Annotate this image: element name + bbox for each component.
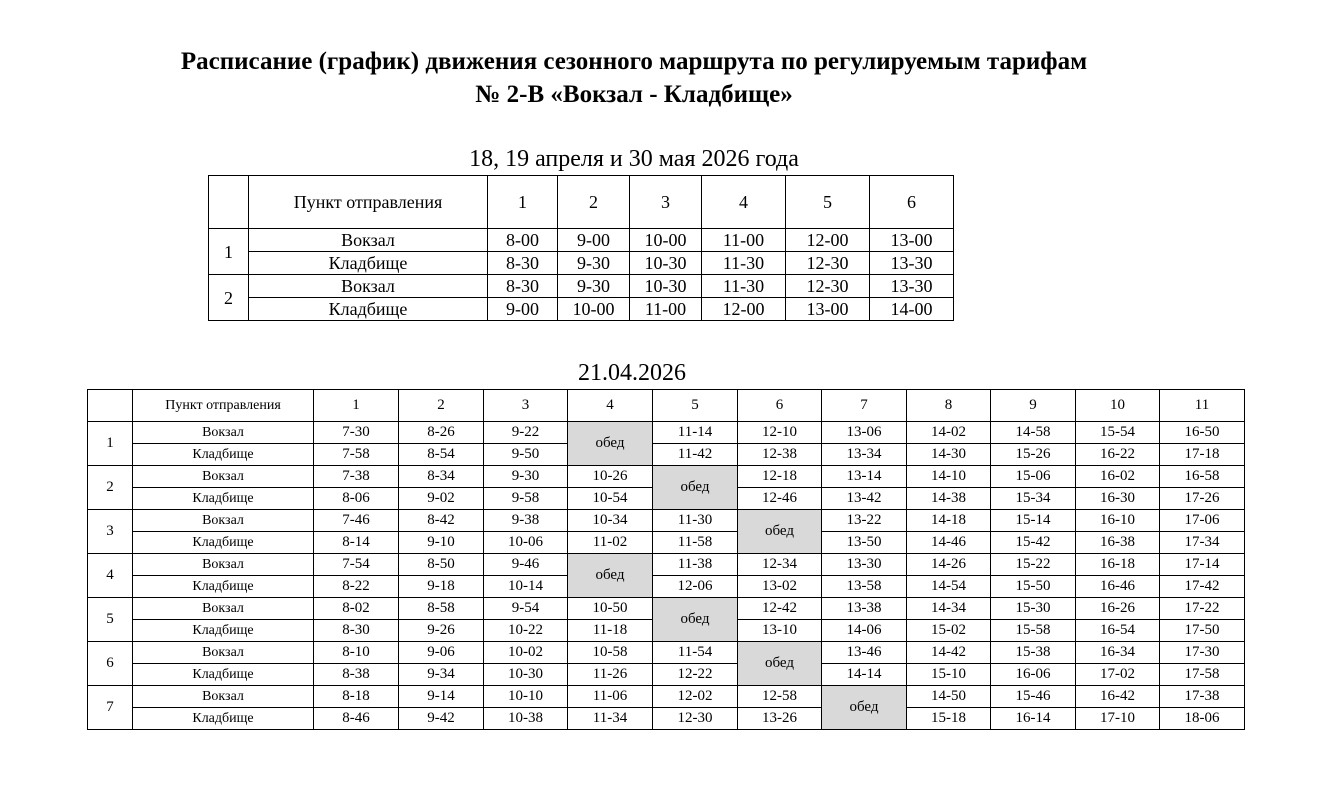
departure-time: 10-00 (630, 229, 702, 252)
departure-time: 14-10 (907, 466, 991, 488)
departure-time: 11-54 (653, 642, 738, 664)
departure-time: 15-10 (907, 664, 991, 686)
departure-time: 11-30 (653, 510, 738, 532)
bus-number: 2 (88, 466, 133, 510)
table1-heading: 18, 19 апреля и 30 мая 2026 года (469, 146, 799, 172)
table-row (209, 229, 954, 252)
departure-time: 9-42 (399, 708, 484, 730)
departure-time: 18-06 (1160, 708, 1245, 730)
departure-time: 12-30 (653, 708, 738, 730)
departure-time: 16-42 (1076, 686, 1160, 708)
table-row (88, 510, 1245, 532)
lunch-break: обед (568, 422, 653, 466)
header-row (88, 390, 1245, 422)
departure-time: 12-58 (738, 686, 822, 708)
departure-time: 7-38 (314, 466, 399, 488)
bus-number: 1 (209, 229, 249, 275)
departure-time: 14-30 (907, 444, 991, 466)
departure-point: Кладбище (133, 532, 314, 554)
departure-time: 15-46 (991, 686, 1076, 708)
departure-time: 15-54 (1076, 422, 1160, 444)
departure-time: 11-30 (702, 252, 786, 275)
departure-point: Вокзал (133, 598, 314, 620)
departure-time: 7-46 (314, 510, 399, 532)
departure-time: 8-50 (399, 554, 484, 576)
departure-time: 12-10 (738, 422, 822, 444)
departure-time: 13-30 (870, 275, 954, 298)
lunch-break: обед (653, 466, 738, 510)
departure-time: 14-34 (907, 598, 991, 620)
header-corner (88, 390, 133, 422)
table-row (88, 708, 1245, 730)
departure-time: 13-38 (822, 598, 907, 620)
departure-point: Кладбище (133, 664, 314, 686)
departure-time: 12-00 (702, 298, 786, 321)
departure-time: 15-50 (991, 576, 1076, 598)
departure-time: 9-46 (484, 554, 568, 576)
departure-time: 12-30 (786, 275, 870, 298)
departure-time: 9-22 (484, 422, 568, 444)
departure-time: 8-18 (314, 686, 399, 708)
table-row (209, 275, 954, 298)
departure-time: 14-54 (907, 576, 991, 598)
departure-time: 7-54 (314, 554, 399, 576)
departure-time: 7-58 (314, 444, 399, 466)
departure-time: 10-00 (558, 298, 630, 321)
departure-time: 9-26 (399, 620, 484, 642)
header-corner (209, 176, 249, 229)
departure-time: 8-06 (314, 488, 399, 510)
departure-time: 16-26 (1076, 598, 1160, 620)
lunch-break: обед (653, 598, 738, 642)
bus-number: 1 (88, 422, 133, 466)
departure-time: 8-42 (399, 510, 484, 532)
departure-time: 9-10 (399, 532, 484, 554)
departure-time: 16-54 (1076, 620, 1160, 642)
departure-time: 8-30 (314, 620, 399, 642)
document-title-line2: № 2-В «Вокзал - Кладбище» (475, 81, 793, 108)
departure-time: 11-38 (653, 554, 738, 576)
departure-time: 14-50 (907, 686, 991, 708)
departure-time: 13-58 (822, 576, 907, 598)
departure-time: 9-30 (558, 275, 630, 298)
departure-time: 8-54 (399, 444, 484, 466)
table-row (88, 598, 1245, 620)
departure-point: Вокзал (249, 229, 488, 252)
bus-number: 6 (88, 642, 133, 686)
departure-time: 11-58 (653, 532, 738, 554)
departure-time: 10-58 (568, 642, 653, 664)
departure-time: 16-10 (1076, 510, 1160, 532)
departure-time: 17-38 (1160, 686, 1245, 708)
departure-time: 16-02 (1076, 466, 1160, 488)
departure-point: Вокзал (133, 510, 314, 532)
departure-point: Вокзал (133, 642, 314, 664)
header-trip-number: 2 (399, 390, 484, 422)
departure-time: 13-30 (822, 554, 907, 576)
table-row (209, 298, 954, 321)
departure-time: 15-14 (991, 510, 1076, 532)
departure-time: 12-18 (738, 466, 822, 488)
departure-time: 16-22 (1076, 444, 1160, 466)
departure-point: Вокзал (133, 554, 314, 576)
lunch-break: обед (738, 642, 822, 686)
departure-time: 14-02 (907, 422, 991, 444)
table-row (88, 554, 1245, 576)
departure-time: 12-22 (653, 664, 738, 686)
header-row (209, 176, 954, 229)
header-trip-number: 11 (1160, 390, 1245, 422)
lunch-break: обед (568, 554, 653, 598)
departure-time: 9-02 (399, 488, 484, 510)
departure-time: 11-06 (568, 686, 653, 708)
departure-time: 12-42 (738, 598, 822, 620)
departure-time: 17-18 (1160, 444, 1245, 466)
departure-time: 14-00 (870, 298, 954, 321)
departure-time: 16-14 (991, 708, 1076, 730)
departure-time: 14-58 (991, 422, 1076, 444)
departure-time: 14-14 (822, 664, 907, 686)
departure-time: 17-06 (1160, 510, 1245, 532)
departure-time: 12-34 (738, 554, 822, 576)
departure-time: 8-14 (314, 532, 399, 554)
departure-time: 12-06 (653, 576, 738, 598)
header-trip-number: 6 (738, 390, 822, 422)
departure-point: Кладбище (249, 252, 488, 275)
departure-time: 9-00 (558, 229, 630, 252)
departure-time: 17-14 (1160, 554, 1245, 576)
departure-time: 10-10 (484, 686, 568, 708)
departure-time: 16-18 (1076, 554, 1160, 576)
departure-time: 10-30 (630, 252, 702, 275)
header-trip-number: 10 (1076, 390, 1160, 422)
table-row (88, 444, 1245, 466)
departure-point: Вокзал (133, 422, 314, 444)
departure-time: 13-00 (870, 229, 954, 252)
departure-time: 8-30 (488, 252, 558, 275)
departure-time: 8-10 (314, 642, 399, 664)
departure-time: 8-02 (314, 598, 399, 620)
departure-time: 15-30 (991, 598, 1076, 620)
header-trip-number: 9 (991, 390, 1076, 422)
departure-time: 17-58 (1160, 664, 1245, 686)
header-trip-number: 3 (484, 390, 568, 422)
bus-number: 4 (88, 554, 133, 598)
departure-time: 13-34 (822, 444, 907, 466)
header-trip-number: 8 (907, 390, 991, 422)
header-departure-point: Пункт отправления (133, 390, 314, 422)
departure-time: 8-22 (314, 576, 399, 598)
bus-number: 7 (88, 686, 133, 730)
header-trip-number: 4 (702, 176, 786, 229)
departure-time: 9-34 (399, 664, 484, 686)
departure-time: 8-58 (399, 598, 484, 620)
departure-time: 17-22 (1160, 598, 1245, 620)
departure-time: 17-50 (1160, 620, 1245, 642)
departure-time: 16-06 (991, 664, 1076, 686)
table-row (88, 576, 1245, 598)
departure-time: 9-50 (484, 444, 568, 466)
table-row (88, 664, 1245, 686)
departure-time: 15-38 (991, 642, 1076, 664)
departure-time: 9-06 (399, 642, 484, 664)
lunch-break: обед (822, 686, 907, 730)
departure-time: 11-00 (702, 229, 786, 252)
departure-time: 13-02 (738, 576, 822, 598)
departure-time: 13-22 (822, 510, 907, 532)
departure-point: Кладбище (133, 620, 314, 642)
bus-number: 3 (88, 510, 133, 554)
departure-time: 12-38 (738, 444, 822, 466)
table-row (88, 466, 1245, 488)
departure-time: 17-10 (1076, 708, 1160, 730)
departure-time: 10-26 (568, 466, 653, 488)
departure-time: 15-34 (991, 488, 1076, 510)
departure-point: Кладбище (133, 708, 314, 730)
departure-time: 9-54 (484, 598, 568, 620)
departure-time: 9-30 (558, 252, 630, 275)
departure-time: 11-26 (568, 664, 653, 686)
header-trip-number: 4 (568, 390, 653, 422)
departure-time: 8-00 (488, 229, 558, 252)
departure-time: 13-26 (738, 708, 822, 730)
departure-time: 10-30 (630, 275, 702, 298)
departure-time: 10-30 (484, 664, 568, 686)
departure-time: 9-30 (484, 466, 568, 488)
table2-heading: 21.04.2026 (578, 360, 686, 386)
lunch-break: обед (738, 510, 822, 554)
document-title-line1: Расписание (график) движения сезонного маршрута по регулируемым тарифам (180, 48, 1088, 75)
table-row (88, 686, 1245, 708)
departure-time: 13-14 (822, 466, 907, 488)
schedule-table-date (87, 389, 1245, 730)
header-trip-number: 5 (653, 390, 738, 422)
departure-time: 14-26 (907, 554, 991, 576)
departure-time: 13-30 (870, 252, 954, 275)
departure-time: 15-58 (991, 620, 1076, 642)
departure-time: 16-38 (1076, 532, 1160, 554)
departure-point: Вокзал (133, 686, 314, 708)
departure-time: 9-14 (399, 686, 484, 708)
departure-time: 12-46 (738, 488, 822, 510)
departure-time: 17-26 (1160, 488, 1245, 510)
departure-point: Кладбище (133, 488, 314, 510)
header-trip-number: 3 (630, 176, 702, 229)
departure-time: 14-18 (907, 510, 991, 532)
table-row (209, 252, 954, 275)
table-row (88, 422, 1245, 444)
departure-time: 9-00 (488, 298, 558, 321)
header-trip-number: 5 (786, 176, 870, 229)
departure-time: 8-34 (399, 466, 484, 488)
departure-time: 16-34 (1076, 642, 1160, 664)
departure-time: 14-46 (907, 532, 991, 554)
departure-time: 10-14 (484, 576, 568, 598)
departure-time: 7-30 (314, 422, 399, 444)
departure-time: 11-42 (653, 444, 738, 466)
departure-time: 10-38 (484, 708, 568, 730)
departure-time: 15-18 (907, 708, 991, 730)
departure-time: 17-34 (1160, 532, 1245, 554)
departure-time: 16-30 (1076, 488, 1160, 510)
table-row (88, 532, 1245, 554)
departure-point: Кладбище (249, 298, 488, 321)
departure-point: Вокзал (133, 466, 314, 488)
departure-time: 17-42 (1160, 576, 1245, 598)
header-departure-point: Пункт отправления (249, 176, 488, 229)
departure-time: 13-50 (822, 532, 907, 554)
departure-time: 15-02 (907, 620, 991, 642)
schedule-table-holidays (208, 175, 954, 321)
departure-time: 11-34 (568, 708, 653, 730)
departure-time: 13-00 (786, 298, 870, 321)
departure-time: 9-38 (484, 510, 568, 532)
bus-number: 2 (209, 275, 249, 321)
departure-time: 14-38 (907, 488, 991, 510)
departure-time: 16-50 (1160, 422, 1245, 444)
bus-number: 5 (88, 598, 133, 642)
departure-time: 14-42 (907, 642, 991, 664)
departure-time: 10-34 (568, 510, 653, 532)
departure-time: 10-06 (484, 532, 568, 554)
departure-time: 16-46 (1076, 576, 1160, 598)
departure-time: 13-10 (738, 620, 822, 642)
departure-time: 10-02 (484, 642, 568, 664)
header-trip-number: 6 (870, 176, 954, 229)
departure-time: 12-00 (786, 229, 870, 252)
departure-point: Вокзал (249, 275, 488, 298)
departure-point: Кладбище (133, 444, 314, 466)
departure-time: 13-42 (822, 488, 907, 510)
departure-time: 17-30 (1160, 642, 1245, 664)
departure-time: 14-06 (822, 620, 907, 642)
departure-time: 11-30 (702, 275, 786, 298)
departure-time: 15-06 (991, 466, 1076, 488)
departure-point: Кладбище (133, 576, 314, 598)
departure-time: 10-22 (484, 620, 568, 642)
departure-time: 11-14 (653, 422, 738, 444)
departure-time: 11-02 (568, 532, 653, 554)
departure-time: 8-26 (399, 422, 484, 444)
departure-time: 9-18 (399, 576, 484, 598)
departure-time: 11-18 (568, 620, 653, 642)
departure-time: 15-42 (991, 532, 1076, 554)
header-trip-number: 1 (314, 390, 399, 422)
departure-time: 10-50 (568, 598, 653, 620)
header-trip-number: 2 (558, 176, 630, 229)
departure-time: 8-30 (488, 275, 558, 298)
departure-time: 10-54 (568, 488, 653, 510)
header-trip-number: 1 (488, 176, 558, 229)
departure-time: 13-06 (822, 422, 907, 444)
departure-time: 8-46 (314, 708, 399, 730)
departure-time: 11-00 (630, 298, 702, 321)
header-trip-number: 7 (822, 390, 907, 422)
departure-time: 15-26 (991, 444, 1076, 466)
departure-time: 15-22 (991, 554, 1076, 576)
departure-time: 17-02 (1076, 664, 1160, 686)
departure-time: 9-58 (484, 488, 568, 510)
departure-time: 13-46 (822, 642, 907, 664)
table-row (88, 642, 1245, 664)
departure-time: 12-30 (786, 252, 870, 275)
departure-time: 12-02 (653, 686, 738, 708)
departure-time: 16-58 (1160, 466, 1245, 488)
departure-time: 8-38 (314, 664, 399, 686)
